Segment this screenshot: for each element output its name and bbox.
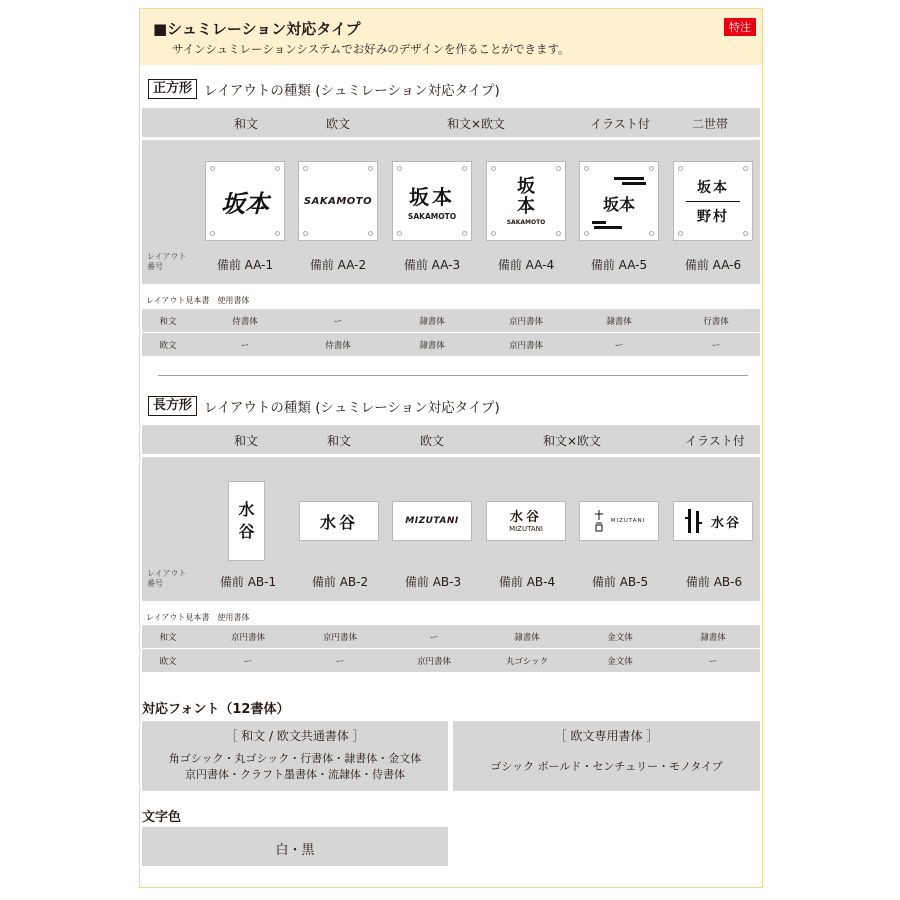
euro-fonts-box (453, 721, 760, 791)
banner (140, 9, 762, 65)
rect-number-ab-3: 備前 AB-3 (404, 575, 462, 589)
square-number-aa-5: 備前 AA-5 (590, 258, 648, 272)
spec-panel (139, 8, 763, 888)
sign-ab-4-en: MIZUTANI (509, 524, 543, 533)
sign-ab-1-char1: 水 (238, 500, 255, 519)
square-header-wabun: 和文 (233, 117, 259, 131)
square-sign-gallery (142, 140, 760, 284)
rect-font-row-wabun (142, 625, 760, 648)
sign-aa-1[interactable] (205, 161, 285, 241)
rect-header-wabun-2: 和文 (326, 434, 352, 448)
font-cell: ー (708, 657, 718, 667)
square-header-nisetai: 二世帯 (691, 117, 729, 131)
font-cell: 侍書体 (232, 317, 258, 327)
rect-header-illust: イラスト付 (685, 434, 745, 448)
cloud-illustration-icon (610, 176, 648, 188)
square-font-caption: レイアウト見本書 使用書体 (146, 296, 250, 305)
square-layout-number-label: レイアウト 番号 (147, 252, 187, 271)
text-color-title: 文字色 (142, 810, 182, 825)
special-order-badge: 特注 (724, 18, 756, 36)
banner-title: ■シュミレーション対応タイプ (153, 20, 361, 38)
sign-aa-4-jp1: 坂 (517, 175, 535, 197)
rect-number-ab-1: 備前 AB-1 (219, 575, 277, 589)
sign-aa-5-text: 坂本 (602, 194, 635, 214)
banner-subtitle: サインシュミレーションシステムでお好みのデザインを作ることができます。 (172, 42, 570, 56)
kanji-stamp-icon (593, 509, 605, 533)
sign-aa-4[interactable] (486, 161, 566, 241)
sign-aa-6-bottom: 野村 (697, 208, 729, 225)
sign-ab-2-text: 水谷 (319, 512, 358, 532)
font-cell: ー (240, 341, 250, 351)
font-cell: 隷書体 (419, 341, 445, 351)
sign-ab-4[interactable] (486, 501, 566, 541)
common-fonts-line-1: 角ゴシック・丸ゴシック・行書体・隷書体・金文体 (168, 752, 422, 765)
font-row-label: 欧文 (159, 657, 177, 667)
sign-aa-2[interactable] (298, 161, 378, 241)
font-row-label: 和文 (159, 317, 177, 327)
font-cell: ー (711, 341, 721, 351)
rect-number-ab-5: 備前 AB-5 (591, 575, 649, 589)
square-number-aa-3: 備前 AA-3 (403, 258, 461, 272)
font-cell: ー (333, 317, 343, 327)
common-fonts-box (142, 721, 448, 791)
sign-ab-6[interactable] (673, 501, 753, 541)
text-color-box (142, 827, 448, 866)
rect-number-ab-4: 備前 AB-4 (498, 575, 556, 589)
rect-header-obun: 欧文 (419, 434, 445, 448)
font-cell: 京円書体 (322, 633, 358, 643)
sign-aa-4-jp2: 本 (517, 195, 535, 217)
common-fonts-heading: ［ 和文 / 欧文共通書体 ］ (225, 729, 365, 743)
sign-ab-4-jp: 水谷 (509, 509, 542, 525)
square-font-row-obun (142, 332, 760, 356)
rect-number-ab-2: 備前 AB-2 (311, 575, 369, 589)
sign-aa-6[interactable] (673, 161, 753, 241)
rect-layout-number-label: レイアウト 番号 (147, 569, 187, 588)
sign-aa-4-en: SAKAMOTO (506, 218, 546, 226)
square-number-aa-6: 備前 AA-6 (684, 258, 742, 272)
square-header-illust: イラスト付 (590, 117, 650, 131)
font-cell: 隷書体 (514, 633, 540, 643)
font-cell: 隷書体 (606, 317, 632, 327)
font-cell: 京円書体 (230, 633, 266, 643)
rect-tag: 長方形 (148, 396, 197, 416)
font-cell: ー (243, 657, 253, 667)
euro-fonts-heading: ［ 欧文専用書体 ］ (554, 729, 659, 743)
sign-ab-2[interactable] (299, 501, 379, 541)
font-cell: ー (335, 657, 345, 667)
square-header-obun: 欧文 (325, 117, 351, 131)
font-row-label: 欧文 (159, 341, 177, 351)
bamboo-illustration-icon (685, 508, 703, 534)
rect-section-title: レイアウトの種類 (シュミレーション対応タイプ) (204, 400, 500, 416)
section-divider (158, 375, 748, 376)
rect-section-heading (148, 395, 500, 417)
font-cell: 隷書体 (700, 633, 726, 643)
sign-ab-5[interactable] (579, 501, 659, 541)
rect-header-row (142, 425, 760, 454)
rect-header-wabun-obun: 和文×欧文 (542, 434, 602, 448)
square-font-row-wabun (142, 309, 760, 332)
sign-ab-5-en: MIZUTANI (610, 518, 646, 524)
rect-font-caption: レイアウト見本書 使用書体 (146, 613, 250, 622)
square-number-aa-4: 備前 AA-4 (497, 258, 555, 272)
square-header-wabun-obun: 和文×欧文 (446, 117, 506, 131)
supported-fonts-title: 対応フォント（12書体） (142, 702, 290, 717)
rect-header-wabun-1: 和文 (233, 434, 259, 448)
square-section-heading (148, 78, 500, 100)
font-row-label: 和文 (159, 633, 177, 643)
sign-aa-6-top: 坂本 (697, 179, 729, 196)
rect-font-row-obun (142, 648, 760, 672)
rect-number-ab-6: 備前 AB-6 (685, 575, 743, 589)
euro-fonts-line: ゴシック ボールド・センチュリー・モノタイプ (490, 760, 723, 773)
font-cell: ー (429, 633, 439, 643)
text-color-value: 白・黒 (275, 843, 315, 858)
sign-ab-1[interactable] (228, 481, 265, 561)
font-cell: 隷書体 (419, 317, 445, 327)
font-cell: 丸ゴシック (505, 657, 549, 667)
square-number-aa-1: 備前 AA-1 (216, 258, 274, 272)
square-header-row (142, 108, 760, 137)
sign-aa-6-divider (686, 201, 740, 202)
common-fonts-line-2: 京円書体・クラフト墨書体・流隷体・侍書体 (185, 768, 405, 781)
font-cell: 金文体 (607, 657, 633, 667)
sign-aa-2-text: SAKAMOTO (303, 195, 373, 207)
font-cell: 金文体 (607, 633, 633, 643)
font-cell: ー (614, 341, 624, 351)
square-section-title: レイアウトの種類 (シュミレーション対応タイプ) (204, 83, 500, 99)
square-tag: 正方形 (148, 79, 197, 99)
font-cell: 行書体 (703, 317, 729, 327)
sign-aa-3[interactable] (392, 161, 472, 241)
sign-aa-3-jp: 坂本 (409, 185, 455, 209)
sign-ab-3-text: MIZUTANI (405, 516, 459, 526)
sign-ab-6-text: 水谷 (710, 515, 741, 531)
font-cell: 京円書体 (508, 317, 544, 327)
sign-aa-5[interactable] (579, 161, 659, 241)
sign-ab-3[interactable] (392, 501, 472, 541)
sign-ab-1-char2: 谷 (238, 522, 255, 541)
sign-aa-1-text: 坂本 (221, 188, 269, 218)
square-number-aa-2: 備前 AA-2 (309, 258, 367, 272)
rect-sign-gallery (142, 457, 760, 601)
sign-aa-3-en: SAKAMOTO (407, 212, 457, 221)
cloud-illustration-bottom-icon (592, 220, 624, 230)
font-cell: 京円書体 (508, 341, 544, 351)
font-cell: 侍書体 (325, 341, 351, 351)
font-cell: 京円書体 (416, 657, 452, 667)
